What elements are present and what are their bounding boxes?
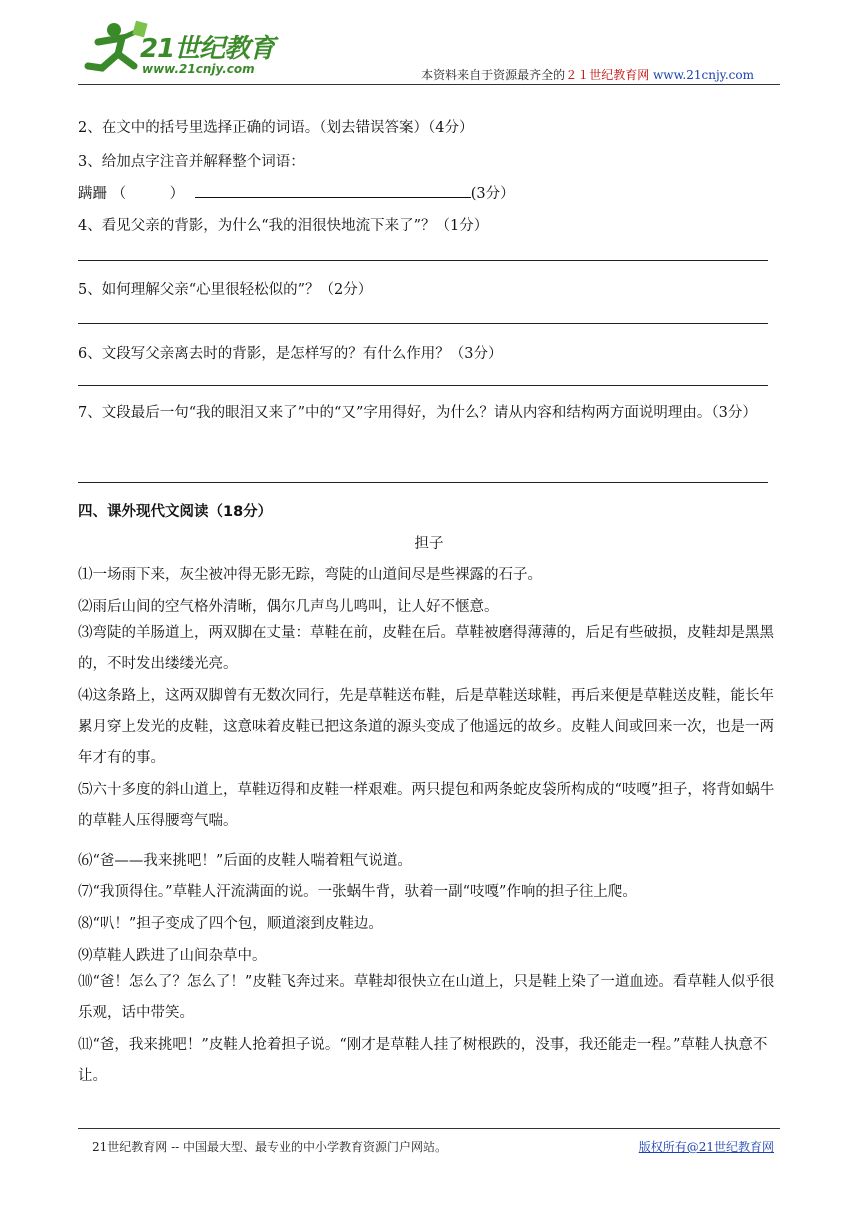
copyright-link[interactable]: 版权所有@21世纪教育网	[638, 1140, 774, 1154]
paragraph-7: ⑺“我顶得住。”草鞋人汗流满面的说。一张蜗牛背，驮着一副“吱嘎”作响的担子往上爬。	[78, 884, 637, 900]
logo-text: 21世纪教育	[140, 34, 275, 64]
q3-paren: （ ）	[111, 186, 185, 202]
footer-divider	[78, 1128, 780, 1129]
header-note-site: ２１世纪教育网	[565, 68, 650, 82]
answer-line-4[interactable]	[78, 260, 768, 261]
paragraph-3: ⑶弯陡的羊肠道上，两双脚在丈量：草鞋在前，皮鞋在后。草鞋被磨得薄薄的，后足有些破损，皮鞋却是黑黑的，不时发出缕缕光亮。	[78, 625, 774, 672]
question-4: 4、看见父亲的背影，为什么“我的泪很快地流下来了”？（1分）	[78, 218, 489, 234]
paragraph-9: ⑼草鞋人跌进了山间杂草中。	[78, 948, 267, 964]
paragraph-10: ⑽“爸！怎么了？怎么了！”皮鞋飞奔过来。草鞋却很快立在山道上，只是鞋上染了一道血迹。看草鞋人似乎很乐观，话中带笑。	[78, 974, 775, 1021]
header-divider	[78, 84, 780, 85]
paragraph-5: ⑸六十多度的斜山道上，草鞋迈得和皮鞋一样艰难。两只提包和两条蛇皮袋所构成的“吱嘎”担子，将背如蜗牛的草鞋人压得腰弯气喘。	[78, 782, 775, 829]
header-note-prefix: 本资料来自于资源最齐全的	[421, 68, 566, 82]
logo-url: www.21cnjy.com	[142, 62, 255, 76]
header-note-url[interactable]: www.21cnjy.com	[653, 68, 754, 82]
section-heading: 四、课外现代文阅读（18分）	[78, 504, 273, 520]
answer-line-6[interactable]	[78, 385, 768, 386]
page-header	[78, 20, 780, 86]
answer-line-5[interactable]	[78, 323, 768, 324]
runner-logo-icon	[78, 20, 148, 82]
q3-blank[interactable]	[195, 183, 471, 198]
question-7: 7、文段最后一句“我的眼泪又来了”中的“又”字用得好，为什么？请从内容和结构两方面说明理由。（3分）	[78, 405, 757, 421]
header-note	[421, 66, 754, 83]
question-3-answer-line	[78, 182, 515, 203]
question-5: 5、如何理解父亲“心里很轻松似的”？（2分）	[78, 282, 373, 298]
question-2: 2、在文中的括号里选择正确的词语。（划去错误答案）（4分）	[78, 120, 474, 136]
paragraph-11: ⑾“爸，我来挑吧！”皮鞋人抢着担子说。“刚才是草鞋人挂了树根跌的，没事，我还能走一程。”草鞋人执意不让。	[78, 1037, 768, 1084]
paragraph-4: ⑷这条路上，这两双脚曾有无数次同行，先是草鞋送布鞋，后是草鞋送球鞋，再后来便是草鞋送皮鞋，能长年累月穿上发光的皮鞋，这意味着皮鞋已把这条道的源头变成了他遥远的故乡。皮鞋人间或回来一次，也是一两年才有的事。	[78, 688, 774, 766]
answer-line-7[interactable]	[78, 482, 768, 483]
site-logo[interactable]	[78, 20, 298, 82]
page-footer	[78, 1128, 780, 1154]
question-3: 3、给加点字注音并解释整个词语：	[78, 154, 305, 170]
paragraph-6: ⑹“爸——我来挑吧！”后面的皮鞋人喘着粗气说道。	[78, 853, 412, 869]
question-6: 6、文段写父亲离去时的背影，是怎样写的？有什么作用？（3分）	[78, 346, 503, 362]
q3-score: (3分）	[470, 186, 515, 202]
passage-title: 担子	[414, 536, 444, 552]
paragraph-2: ⑵雨后山间的空气格外清晰，偶尔几声鸟儿鸣叫，让人好不惬意。	[78, 599, 499, 615]
paragraph-1: ⑴一场雨下来，灰尘被冲得无影无踪，弯陡的山道间尽是些裸露的石子。	[78, 567, 542, 583]
q3-word: 蹒跚	[78, 186, 107, 202]
paragraph-8: ⑻“叭！”担子变成了四个包，顺道滚到皮鞋边。	[78, 916, 383, 932]
footer-text: 21世纪教育网 -- 中国最大型、最专业的中小学教育资源门户网站。	[92, 1140, 448, 1154]
